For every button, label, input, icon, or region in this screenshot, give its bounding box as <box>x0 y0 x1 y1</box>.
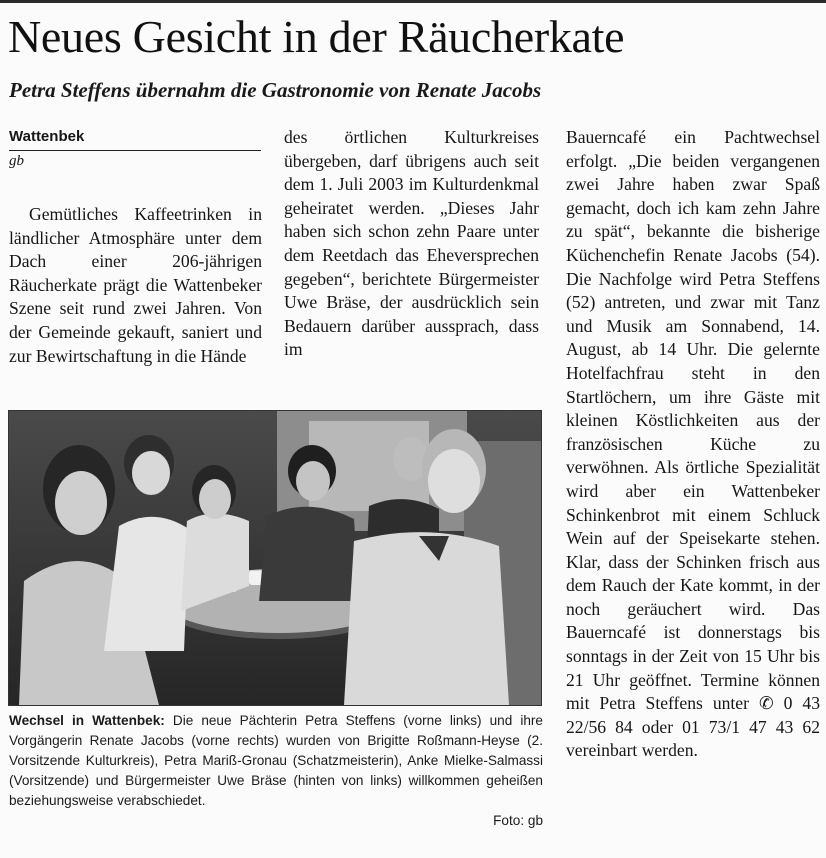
article-column-2: des örtlichen Kulturkreises übergeben, darf übrigens auch seit dem 1. Juli 2003 im Kulturdenkmal geheiratet werden. „Dieses Jahr haben sich schon zehn Paare unter dem Reetdach das Eheversprechen gegeben“, berichtete Bürgermeister Uwe Bräse, der ausdrücklich sein Bedauern darüber aussprach, dass im <box>284 127 539 360</box>
author-initials: gb <box>9 153 24 169</box>
caption-text: Die neue Pächterin Petra Steffens (vorne links) und ihre Vorgängerin Renate Jacobs (vorne rechts) wurden von Brigitte Roßmann-Heyse (2. Vorsitzende Kulturkreis), Petra Mariß-Gronau (Schatzmeisterin), Anke Mielke-Salmassi (Vorsitzende) und Bürgermeister Uwe Bräse (hinten von links) willkommen geheißen beziehungsweise verabschiedet. <box>9 713 543 808</box>
article-subheadline: Petra Steffens übernahm die Gastronomie von Renate Jacobs <box>9 78 542 102</box>
article-headline: Neues Gesicht in der Räucherkate <box>8 11 625 62</box>
dateline: Wattenbek <box>9 127 261 151</box>
article-column-1: Gemütliches Kaffeetrinken in ländlicher Atmosphäre unter dem Dach einer 206-jährigen Räucherkate prägt die Wattenbeker Szene seit rund zwei Jahren. Von der Gemeinde gekauft, saniert und zur Bewirtschaftung in die Hände <box>9 204 262 366</box>
article-column-3: Bauerncafé ein Pachtwechsel erfolgt. „Die beiden vergangenen zwei Jahre haben zwar Spaß gemacht, doch ich kam zehn Jahre zu spät“, bekannte die bisherige Küchenchefin Renate Jacobs (54). Die Nachfolge wird Petra Steffens (52) antreten, und zwar mit Tanz und Musik am Sonnabend, 14. August, ab 14 Uhr. Die gelernte Hotelfachfrau steht in den Startlöchern, um ihre Gäste mit kleinen Köstlichkeiten aus der französischen Küche zu verwöhnen. Als örtliche Spezialität wird aber ein Wattenbeker Schinkenbrot mit einem Schluck Wein auf der Speisekarte stehen. Klar, dass der Schinken frisch aus dem Rauch der Kate kommt, in der noch geräuchert wird. Das Bauerncafé ist donnerstags bis sonntags in der Zeit von 15 Uhr bis 21 Uhr geöffnet. Termine können mit Petra Steffens unter ✆ 0 43 22/56 84 oder 01 73/1 47 43 62 vereinbart werden. <box>566 127 820 761</box>
top-rule <box>0 0 826 3</box>
article-photo <box>8 410 542 706</box>
caption-lead: Wechsel in Wattenbek: <box>9 713 165 728</box>
photo-caption <box>9 711 543 831</box>
photo-group-at-table <box>9 411 541 705</box>
photo-credit: Foto: gb <box>493 813 543 828</box>
